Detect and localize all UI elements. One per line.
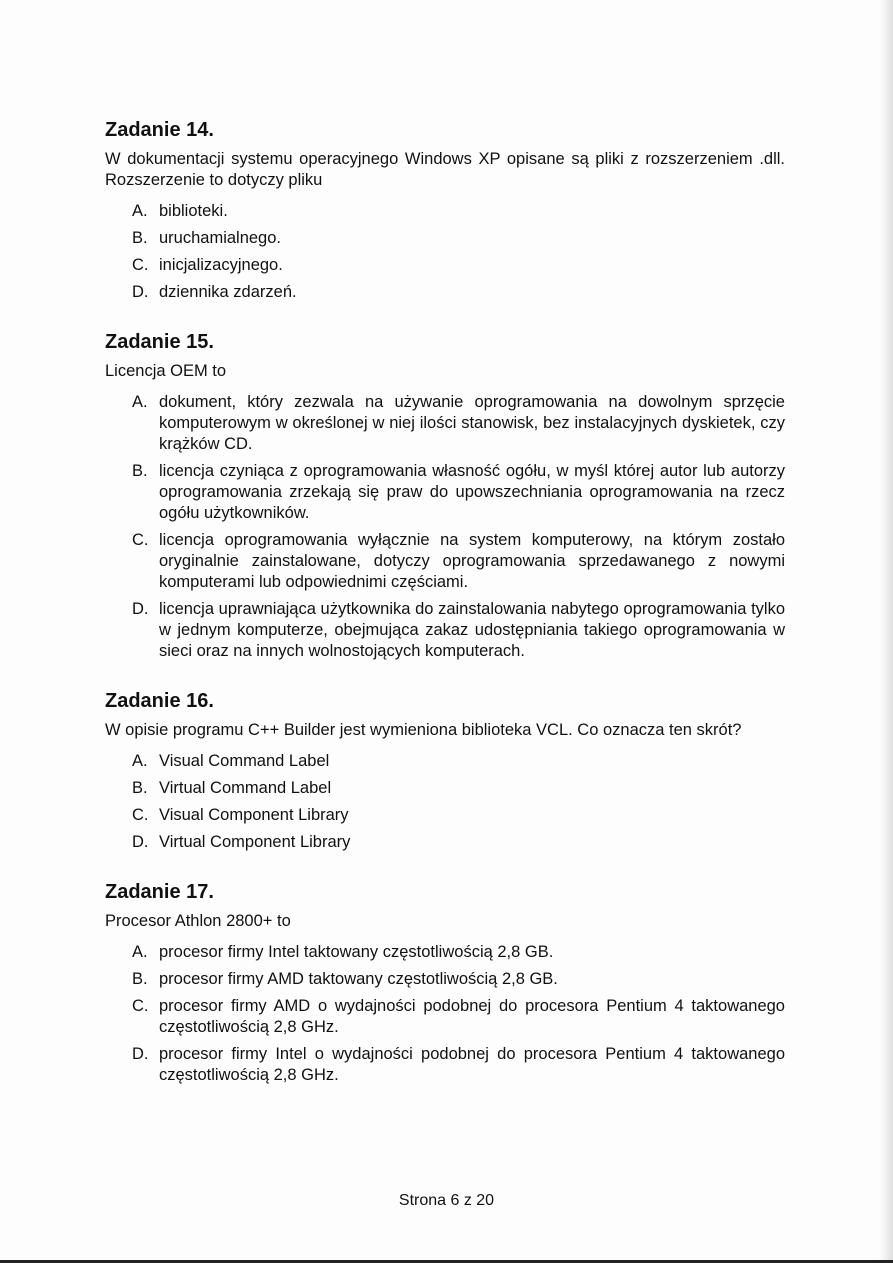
option-text: inicjalizacyjnego. [159,256,283,274]
answer-options [105,942,785,1086]
page-content [105,117,785,1112]
option-letter: C. [132,997,149,1015]
option-text: procesor firmy AMD taktowany częstotliwością 2,8 GB. [159,970,558,988]
option-letter: B. [132,462,148,480]
answer-option-b [105,969,785,990]
option-letter: C. [132,256,149,274]
answer-option-d [105,1044,785,1086]
answer-option-a [105,751,785,772]
task-question: Licencja OEM to [105,362,227,380]
task-16 [105,688,785,853]
task-15 [105,329,785,662]
answer-option-a [105,942,785,963]
answer-option-b [105,228,785,249]
answer-option-c [105,255,785,276]
option-text: procesor firmy AMD o wydajności podobnej do procesora Pentium 4 taktowanego częstotliwością 2,8 GHz. [159,997,785,1036]
option-text: dziennika zdarzeń. [159,283,297,301]
option-letter: C. [132,806,149,824]
option-text: uruchamialnego. [159,229,281,247]
option-letter: A. [132,202,148,220]
answer-option-d [105,599,785,662]
answer-option-b [105,461,785,524]
option-text: procesor firmy Intel o wydajności podobnej do procesora Pentium 4 taktowanego częstotliwością 2,8 GHz. [159,1045,785,1084]
answer-options [105,392,785,662]
task-title: Zadanie 15. [105,331,214,353]
option-text: Visual Command Label [159,752,330,770]
option-letter: A. [132,943,148,961]
option-letter: A. [132,393,148,411]
option-text: biblioteki. [159,202,228,220]
option-letter: D. [132,283,149,301]
task-title: Zadanie 16. [105,690,214,712]
scan-shadow-right [879,0,893,1263]
task-question: W dokumentacji systemu operacyjnego Windows XP opisane są pliki z rozszerzeniem .dll. Rozszerzenie to dotyczy pliku [105,150,785,189]
option-letter: C. [132,531,149,549]
task-17 [105,879,785,1086]
option-letter: D. [132,1045,149,1063]
option-letter: D. [132,600,149,618]
answer-options [105,751,785,853]
option-letter: A. [132,752,148,770]
page-number: Strona 6 z 20 [398,1192,495,1209]
option-text: dokument, który zezwala na używanie oprogramowania na dowolnym sprzęcie komputerowym w określonej w niej ilości stanowisk, bez instalacyjnych dyskietek, czy krążków CD. [159,393,785,453]
option-letter: B. [132,970,148,988]
option-letter: B. [132,779,148,797]
answer-options [105,201,785,303]
option-text: licencja oprogramowania wyłącznie na system komputerowy, na którym zostało oryginalnie zainstalowane, dotyczy oprogramowania sprzedawanego z nowymi komputerami lub odpowiednimi częściami. [159,531,785,591]
task-title: Zadanie 14. [105,119,214,141]
option-letter: B. [132,229,148,247]
option-text: licencja czyniąca z oprogramowania własność ogółu, w myśl której autor lub autorzy oprogramowania zrzekają się praw do upowszechniania oprogramowania na rzecz ogółu użytkowników. [159,462,785,522]
option-text: Virtual Command Label [159,779,332,797]
option-letter: D. [132,833,149,851]
option-text: licencja uprawniająca użytkownika do zainstalowania nabytego oprogramowania tylko w jednym komputerze, obejmująca zakaz udostępniania takiego oprogramowania w sieci oraz na innych wolnostojących komputerach. [159,600,785,660]
task-question: Procesor Athlon 2800+ to [105,912,291,930]
answer-option-a [105,201,785,222]
option-text: Virtual Component Library [159,833,351,851]
answer-option-a [105,392,785,455]
answer-option-c [105,996,785,1038]
option-text: procesor firmy Intel taktowany częstotliwością 2,8 GB. [159,943,554,961]
answer-option-d [105,282,785,303]
answer-option-d [105,832,785,853]
task-title: Zadanie 17. [105,881,214,903]
option-text: Visual Component Library [159,806,349,824]
answer-option-b [105,778,785,799]
task-14 [105,117,785,303]
answer-option-c [105,805,785,826]
task-question: W opisie programu C++ Builder jest wymieniona biblioteka VCL. Co oznacza ten skrót? [105,721,742,739]
answer-option-c [105,530,785,593]
